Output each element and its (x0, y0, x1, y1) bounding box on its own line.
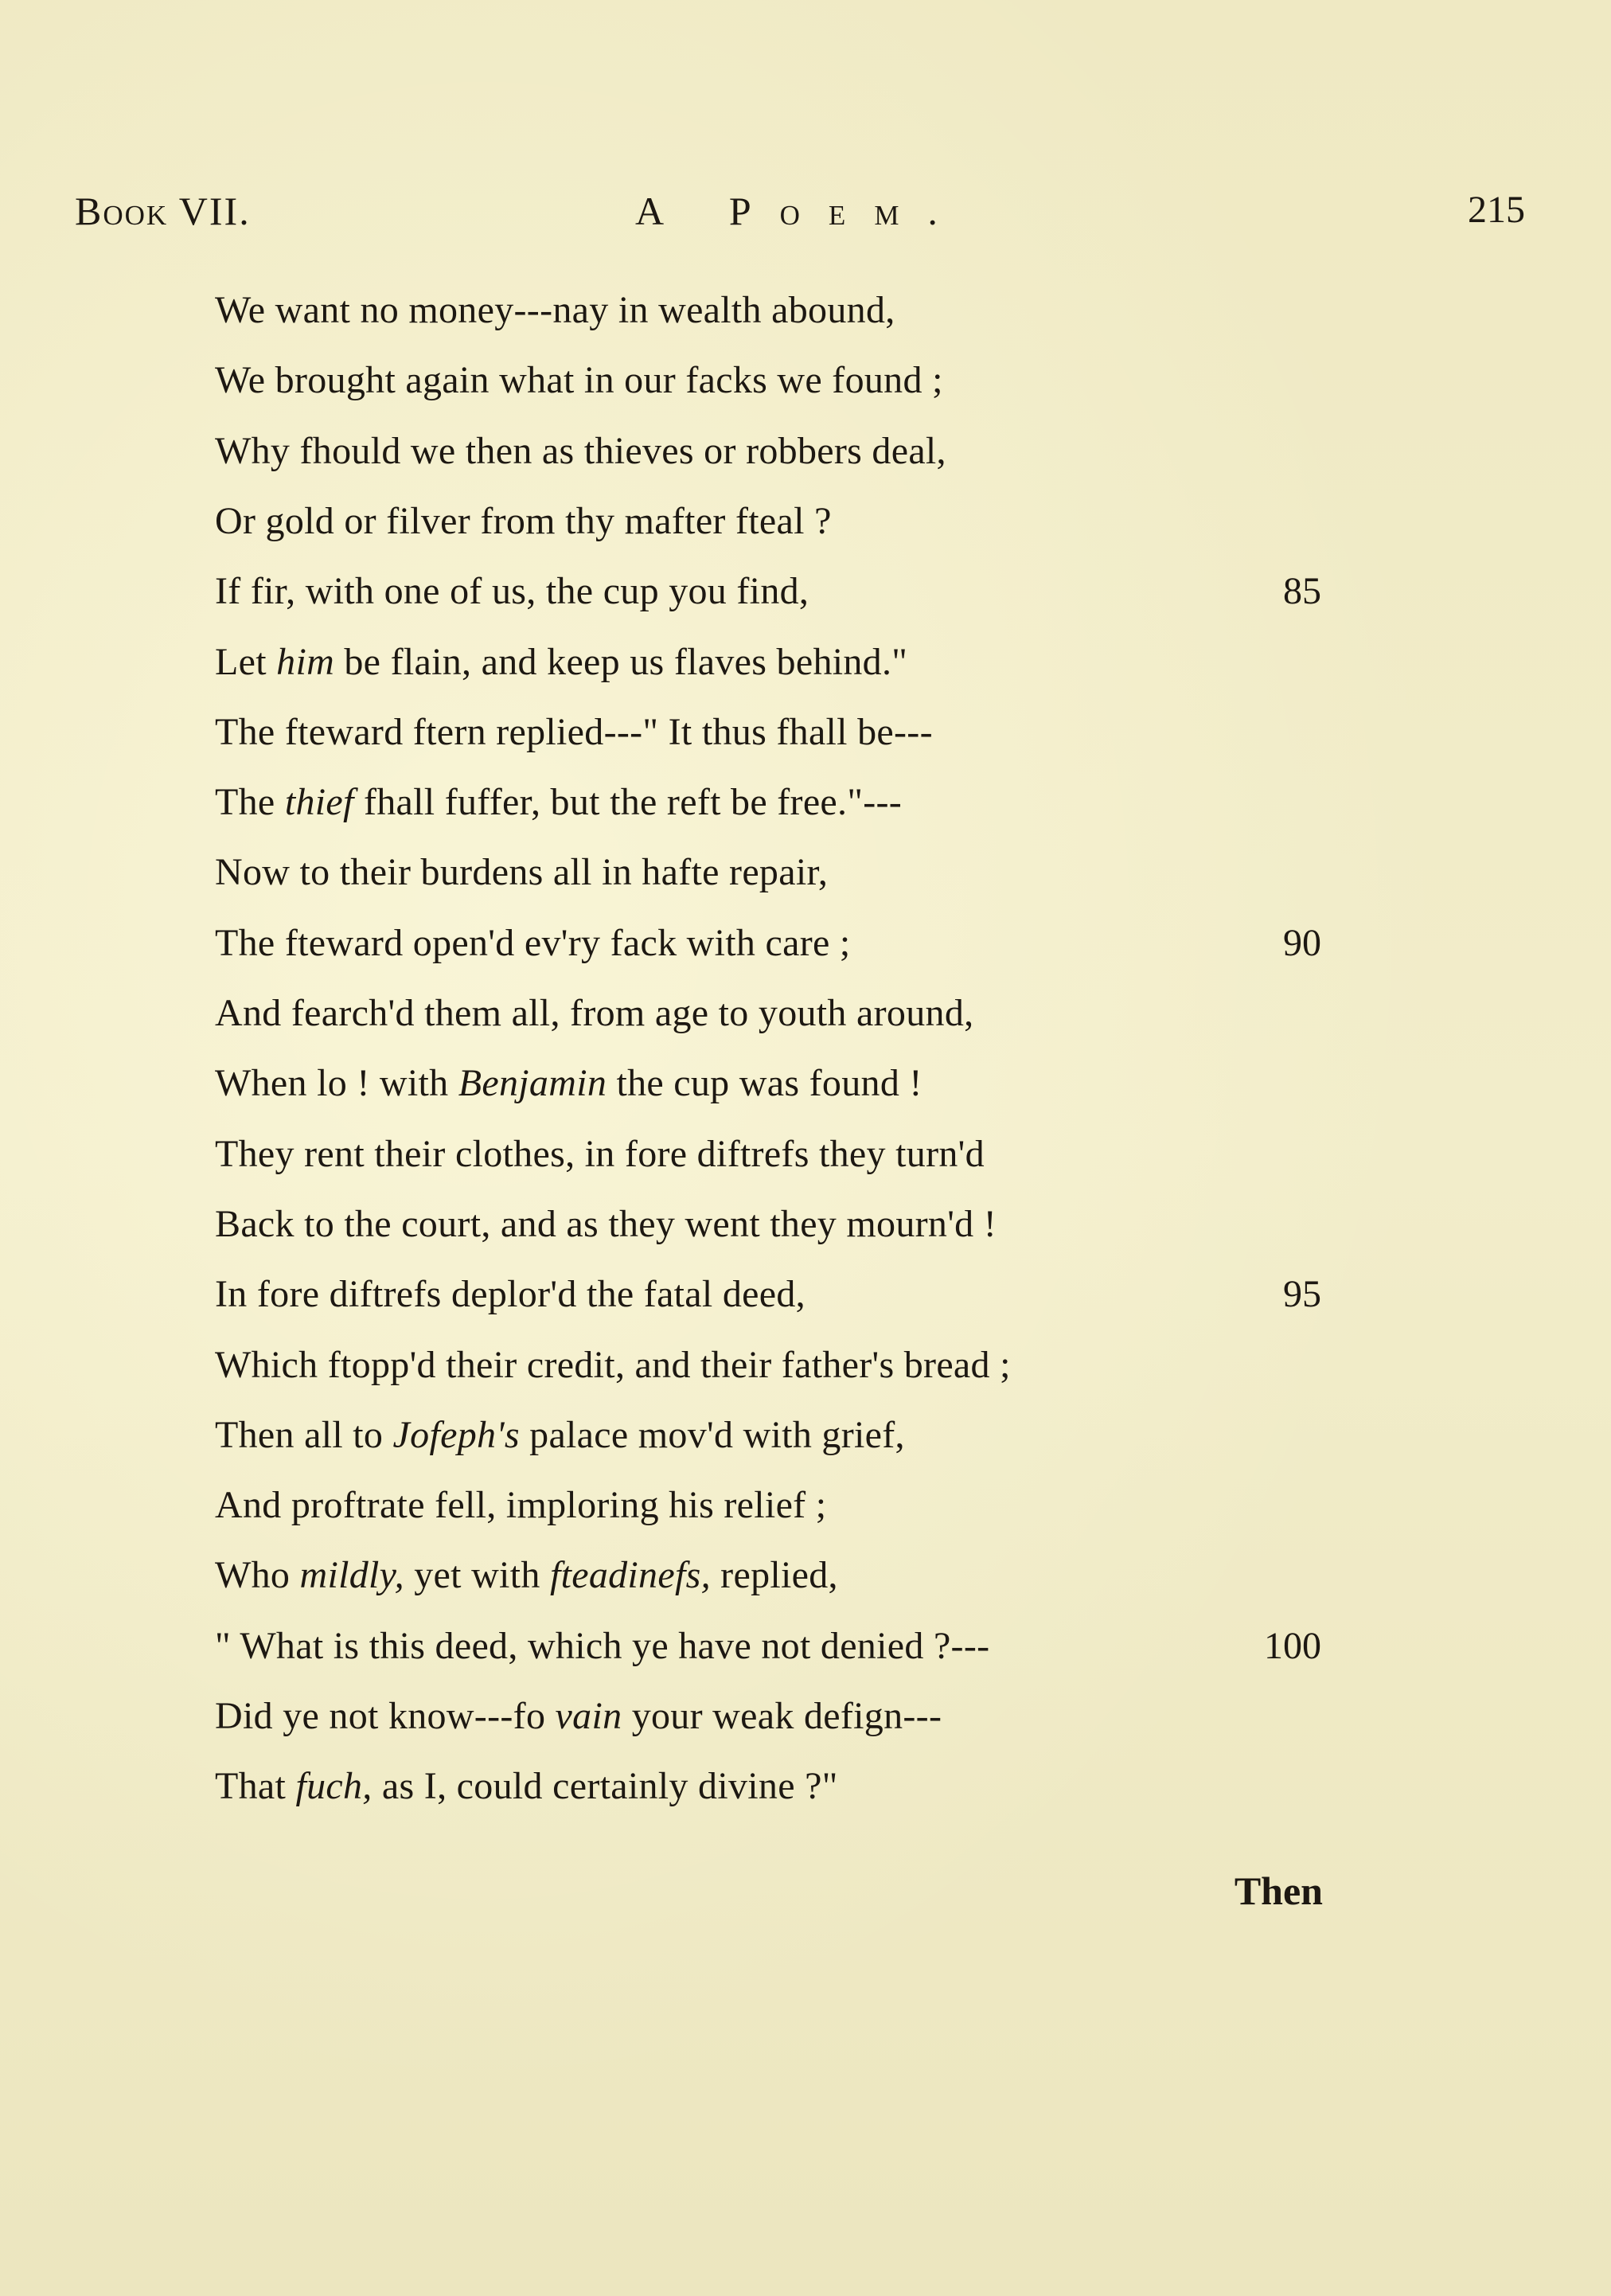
verse-line (215, 357, 943, 404)
verse-text: replied, (710, 1554, 838, 1597)
verse-line (215, 920, 851, 967)
verse-line (215, 1552, 838, 1599)
verse-line (215, 568, 809, 615)
book-number: VII. (178, 189, 251, 233)
verse-line (215, 428, 946, 475)
verse-text: Then all to (215, 1413, 393, 1456)
book-word: Book (75, 189, 169, 233)
verse-text: Why fhould we then as thieves or robbers deal, (215, 429, 946, 472)
verse-text: And proftrate fell, imploring his relief ; (215, 1484, 827, 1527)
verse-text: Back to the court, and as they went they mourn'd ! (215, 1202, 997, 1245)
verse-text: as I, could certainly divine ?" (372, 1765, 838, 1808)
italic-word: mildly, (299, 1554, 404, 1597)
verse-text: your weak defign--- (622, 1695, 942, 1737)
verse-text: Now to their burdens all in hafte repair, (215, 851, 829, 894)
verse-text: Or gold or filver from thy mafter fteal ? (215, 499, 832, 542)
verse-text: yet with (404, 1554, 550, 1597)
running-header (0, 188, 1611, 236)
verse-text: The fteward open'd ev'ry fack with care ; (215, 921, 851, 964)
italic-word: him (276, 640, 335, 683)
catchword: Then (1234, 1868, 1323, 1913)
verse-line (215, 779, 902, 826)
verse-text: When lo ! with (215, 1062, 458, 1105)
verse-text: If fir, with one of us, the cup you find, (215, 570, 809, 613)
verse-line (215, 287, 895, 334)
verse-line (215, 709, 933, 756)
verse-text: Did ye not know---fo (215, 1695, 556, 1737)
page-number: 215 (1468, 189, 1525, 231)
verse-text: Which ftopp'd their credit, and their father's bread ; (215, 1343, 1011, 1386)
verse-line (215, 1341, 1011, 1389)
verse-line (215, 638, 907, 686)
verse-text: In fore diftrefs deplor'd the fatal deed, (215, 1273, 806, 1316)
verse-text: We brought again what in our facks we found ; (215, 359, 943, 402)
verse-line (215, 849, 828, 896)
verse-line (215, 498, 832, 545)
verse-text: They rent their clothes, in fore diftrefs they turn'd (215, 1132, 985, 1175)
verse-text: The fteward ftern replied---" It thus fhall be--- (215, 710, 933, 753)
verse-line (215, 1412, 905, 1459)
verse-text: fhall fuffer, but the reft be free."--- (353, 781, 903, 824)
verse-text: palace mov'd with grief, (519, 1413, 905, 1456)
verse-text: That (215, 1765, 296, 1808)
verse-text: " What is this deed, which ye have not denied ?--- (215, 1624, 990, 1667)
book-label (75, 188, 251, 234)
verse-text: And fearch'd them all, from age to youth around, (215, 992, 974, 1034)
verse-line (215, 990, 973, 1037)
verse-line (215, 1693, 942, 1740)
line-number: 90 (1283, 921, 1321, 964)
running-title: A Poem. (635, 189, 966, 233)
italic-word: thief (284, 781, 354, 824)
italic-word: vain (555, 1695, 622, 1737)
italic-word: Jofeph's (392, 1413, 520, 1456)
verse-text: the cup was found ! (607, 1062, 923, 1105)
verse-line (215, 1201, 997, 1248)
line-number: 95 (1283, 1273, 1321, 1316)
verse-line (215, 1271, 806, 1318)
verse-line (215, 1763, 838, 1810)
verse-text: The (215, 781, 285, 824)
line-number: 100 (1264, 1624, 1321, 1667)
verse-line (215, 1482, 826, 1529)
verse-text: Let (215, 640, 277, 683)
verse-line (215, 1060, 923, 1107)
verse-text: be flain, and keep us flaves behind." (334, 640, 908, 683)
italic-word: fuch, (295, 1765, 373, 1808)
line-number: 85 (1283, 570, 1321, 613)
italic-word: Benjamin (458, 1062, 607, 1105)
verse-text: Who (215, 1554, 300, 1597)
verse-text: We want no money---nay in wealth abound, (215, 289, 895, 331)
verse-line (215, 1622, 989, 1670)
verse-line (215, 1130, 985, 1178)
italic-word: fteadinefs, (549, 1554, 711, 1597)
